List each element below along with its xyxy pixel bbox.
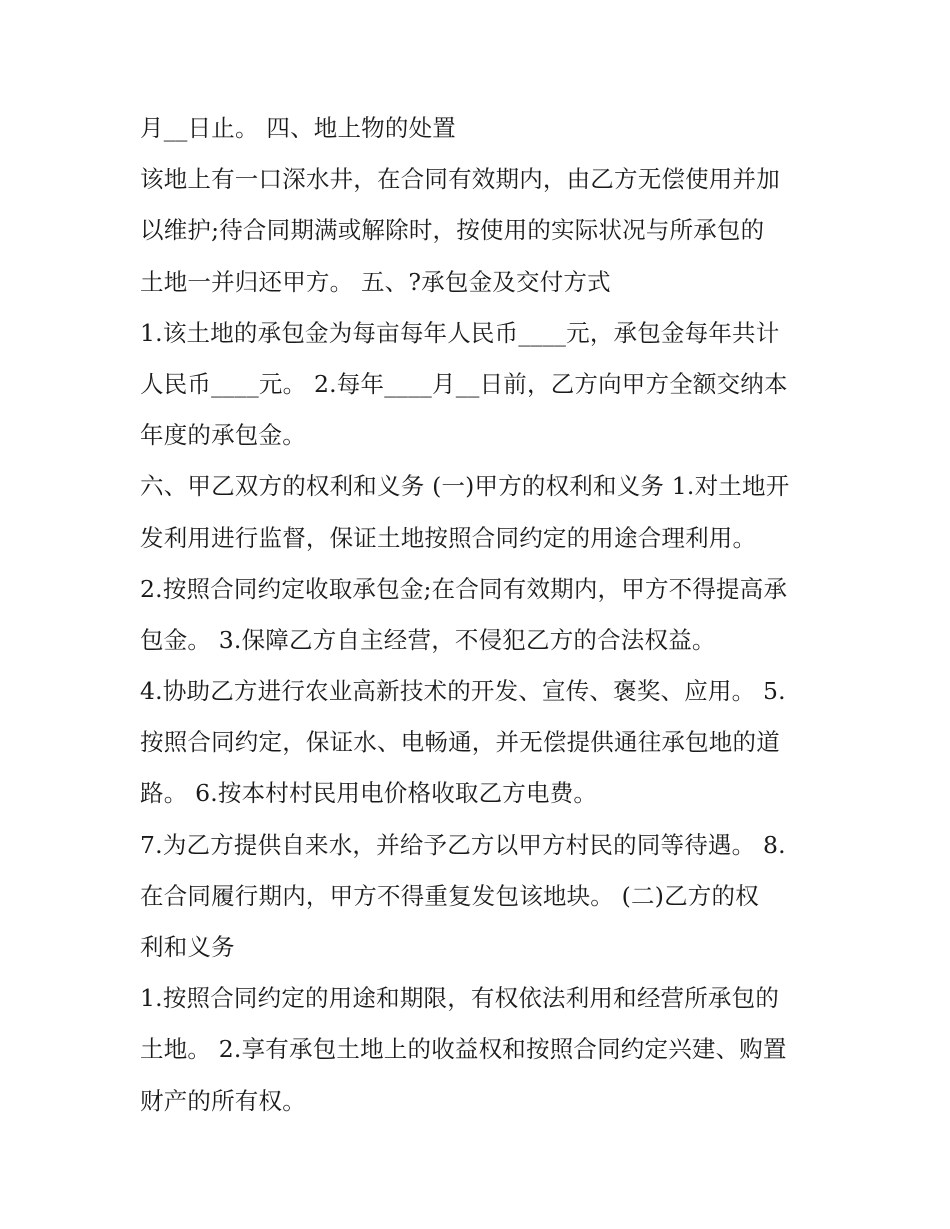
text-line: 以维护;待合同期满或解除时，按使用的实际状况与所承包的 [140,216,765,245]
text-line: 7.为乙方提供自来水，并给予乙方以甲方村民的同等待遇。 8. [140,830,786,859]
text-line: 财产的所有权。 [140,1086,306,1115]
text-line: 路。 6.按本村村民用电价格收取乙方电费。 [140,779,598,808]
text-line: 土地一并归还甲方。 五、?承包金及交付方式 [140,267,611,296]
text-line: 按照合同约定，保证水、电畅通，并无偿提供通往承包地的道 [140,728,780,757]
text-line: 发利用进行监督，保证土地按照合同约定的用途合理利用。 [140,523,757,552]
text-line: 月__日止。 四、地上物的处置 [140,114,456,142]
text-line: 利和义务 [140,933,235,961]
text-line: 包金。 3.保障乙方自主经营，不侵犯乙方的合法权益。 [140,625,716,654]
text-line: 4.协助乙方进行农业高新技术的开发、宣传、褒奖、应用。 5. [140,677,786,706]
text-line: 土地。 2.享有承包土地上的收益权和按照合同约定兴建、购置 [140,1035,787,1064]
text-line: 1.该土地的承包金为每亩每年人民币____元，承包金每年共计 [140,318,780,347]
text-line: 六、甲乙双方的权利和义务 (一)甲方的权利和义务 1.对土地开 [140,472,790,501]
text-line: 年度的承包金。 [140,421,306,450]
document-body [140,103,820,1127]
text-line: 该地上有一口深水井，在合同有效期内，由乙方无偿使用并加 [140,165,780,194]
text-line: 在合同履行期内，甲方不得重复发包该地块。 (二)乙方的权 [140,881,759,910]
text-line: 2.按照合同约定收取承包金;在合同有效期内，甲方不得提高承 [140,574,788,603]
text-line: 1.按照合同约定的用途和期限，有权依法利用和经营所承包的 [140,984,780,1013]
text-line: 人民币____元。 2.每年____月__日前，乙方向甲方全额交纳本 [140,369,788,398]
